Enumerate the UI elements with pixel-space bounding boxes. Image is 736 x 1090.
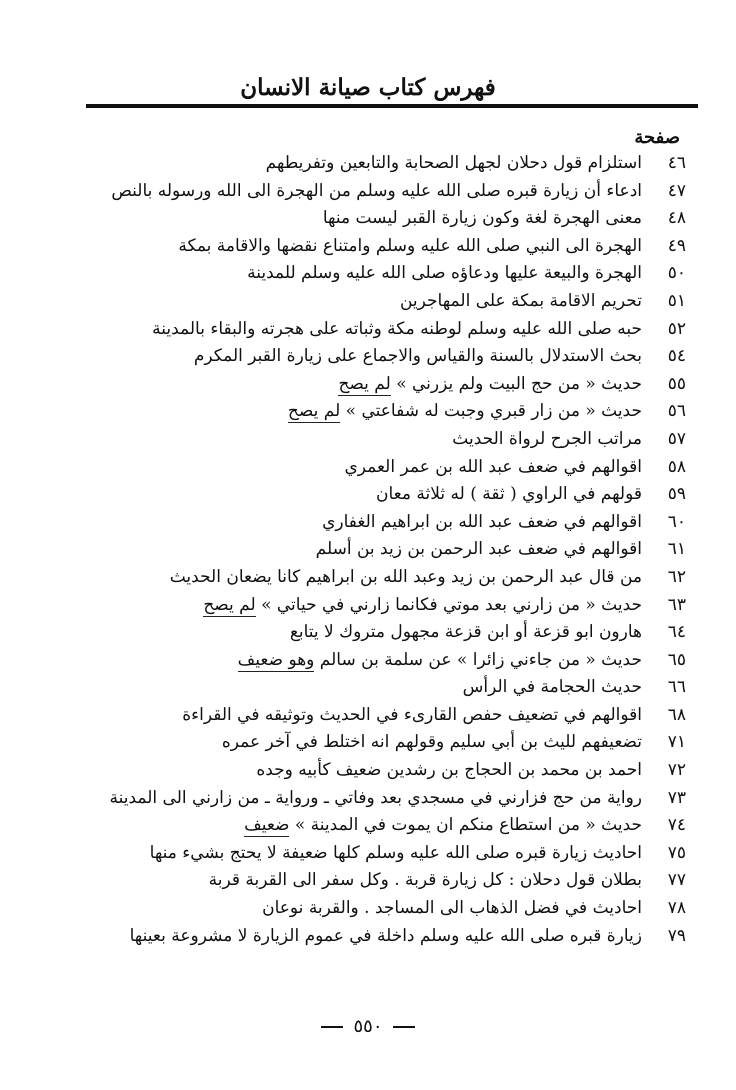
index-entry	[36, 895, 686, 923]
entry-page-number: ٦٨	[667, 704, 686, 725]
entry-title: من قال عبد الرحمن بن زيد وعبد الله بن ابراهيم كانا يضعان الحديث	[169, 566, 642, 587]
index-entry	[36, 398, 686, 426]
entry-title: بطلان قول دحلان : كل زيارة قربة . وكل سفر الى القربة قربة	[208, 870, 642, 891]
index-entry	[36, 867, 686, 895]
entry-page-number: ٤٨	[667, 208, 686, 229]
entry-title: مراتب الجرح لرواة الحديث	[452, 428, 642, 449]
entry-page-number: ٧٧	[667, 870, 686, 891]
index-entry	[36, 426, 686, 454]
entry-title: حديث « من جاءني زائرا » عن سلمة بن سالم وهو ضعيف	[237, 649, 642, 670]
entry-title: حديث « من حج البيت ولم يزرني » لم يصح	[338, 373, 642, 394]
entry-page-number: ٥١	[667, 290, 686, 311]
index-entry	[36, 729, 686, 757]
footer-dash-right	[321, 1026, 343, 1028]
entry-page-number: ٥٢	[667, 318, 686, 339]
entry-title: احاديث زيارة قبره صلى الله عليه وسلم كلها ضعيفة لا يحتج بشيء منها	[149, 842, 642, 863]
page-number: ٥٥٠	[353, 1016, 383, 1037]
index-entry	[36, 840, 686, 868]
entry-page-number: ٧٣	[667, 787, 686, 808]
index-entry	[36, 233, 686, 261]
entry-page-number: ٦٥	[667, 649, 686, 670]
underlined-phrase: لم يصح	[338, 373, 391, 394]
entry-page-number: ٤٧	[667, 180, 686, 201]
title-divider	[86, 104, 698, 108]
underlined-phrase: لم يصح	[203, 594, 256, 615]
entry-title: تضعيفهم لليث بن أبي سليم وقولهم انه اختلط في آخر عمره	[221, 732, 642, 753]
entry-title: رواية من حج فزارني في مسجدي بعد وفاتي ـ ورواية ـ من زارني الى المدينة	[109, 787, 642, 808]
index-entry	[36, 757, 686, 785]
entry-page-number: ٥٩	[667, 484, 686, 505]
entry-page-number: ٦٢	[667, 566, 686, 587]
entry-page-number: ٤٦	[667, 153, 686, 173]
entry-title: استلزام قول دحلان لجهل الصحابة والتابعين وتفريطهم	[265, 153, 642, 173]
page-footer	[0, 1016, 736, 1037]
entry-page-number: ٥٦	[667, 401, 686, 422]
index-entry	[36, 536, 686, 564]
entry-title: تحريم الاقامة بمكة على المهاجرين	[399, 290, 642, 311]
entry-title: حديث « من زار قبري وجبت له شفاعتي » لم يصح	[287, 401, 642, 422]
index-entry	[36, 371, 686, 399]
index-entry	[36, 343, 686, 371]
entry-page-number: ٧٥	[667, 842, 686, 863]
index-entry	[36, 785, 686, 813]
entry-title: حديث « من استطاع منكم ان يموت في المدينة » ضعيف	[244, 815, 642, 836]
entry-page-number: ٥٠	[667, 263, 686, 284]
page-title: فهرس كتاب صيانة الانسان	[240, 74, 496, 101]
entry-page-number: ٦٣	[667, 594, 686, 615]
entry-page-number: ٤٩	[667, 235, 686, 256]
entry-page-number: ٧٨	[667, 898, 686, 919]
index-entry	[36, 178, 686, 206]
index-entry	[36, 647, 686, 675]
entry-page-number: ٦٤	[667, 622, 686, 643]
entry-page-number: ٧١	[667, 732, 686, 753]
entry-title: قولهم في الراوي ( ثقة ) له ثلاثة معان	[376, 484, 642, 505]
index-entry	[36, 260, 686, 288]
entry-title: ادعاء أن زيارة قبره صلى الله عليه وسلم من الهجرة الى الله ورسوله بالنص	[111, 180, 642, 201]
index-entry	[36, 481, 686, 509]
entry-title: بحث الاستدلال بالسنة والقياس والاجماع على زيارة القبر المكرم	[193, 346, 642, 367]
entry-page-number: ٥٧	[667, 428, 686, 449]
underlined-phrase: ضعيف	[244, 815, 290, 836]
entry-page-number: ٥٨	[667, 456, 686, 477]
entry-title: اقوالهم في تضعيف حفص القارىء في الحديث وتوثيقه في القراءة	[182, 704, 642, 725]
underlined-phrase: لم يصح	[287, 401, 341, 422]
entry-page-number: ٦١	[667, 539, 686, 560]
entry-page-number: ٧٢	[667, 760, 686, 781]
index-entry	[36, 288, 686, 316]
index-entry	[36, 564, 686, 592]
index-list	[36, 150, 686, 950]
index-entry	[36, 674, 686, 702]
entry-page-number: ٧٩	[667, 925, 686, 946]
index-entry	[36, 205, 686, 233]
entry-title: حديث الحجامة في الرأس	[462, 677, 642, 698]
entry-title: هارون ابو قزعة أو ابن قزعة مجهول متروك لا يتابع	[289, 622, 642, 643]
index-entry	[36, 923, 686, 951]
entry-title: حديث « من زارني بعد موتي فكانما زارني في حياتي » لم يصح	[203, 594, 642, 615]
index-entry	[36, 316, 686, 344]
index-entry	[36, 509, 686, 537]
entry-title: اقوالهم في ضعف عبد الله بن عمر العمري	[344, 456, 642, 477]
entry-title: احاديث في فضل الذهاب الى المساجد . والقربة نوعان	[262, 898, 642, 919]
entry-page-number: ٦٠	[667, 511, 686, 532]
entry-title: حبه صلى الله عليه وسلم لوطنه مكة وثباته على هجرته والبقاء بالمدينة	[152, 318, 642, 339]
entry-title: معنى الهجرة لغة وكون زيارة القبر ليست منها	[322, 208, 642, 229]
entry-title: اقوالهم في ضعف عبد الرحمن بن زيد بن أسلم	[315, 539, 642, 560]
index-entry	[36, 592, 686, 620]
entry-page-number: ٥٤	[667, 346, 686, 367]
entry-page-number: ٥٥	[667, 373, 686, 394]
entry-title: الهجرة الى النبي صلى الله عليه وسلم وامتناع نقضها والاقامة بمكة	[178, 235, 642, 256]
page-column-header: صفحة	[634, 127, 680, 148]
footer-dash-left	[393, 1026, 415, 1028]
entry-title: الهجرة والبيعة عليها ودعاؤه صلى الله عليه وسلم للمدينة	[247, 263, 642, 284]
index-entry	[36, 619, 686, 647]
entry-title: احمد بن محمد بن الحجاج بن رشدين ضعيف كأبيه وجده	[256, 760, 642, 781]
index-entry	[36, 702, 686, 730]
index-entry	[36, 150, 686, 178]
entry-title: زيارة قبره صلى الله عليه وسلم داخلة في عموم الزيارة لا مشروعة بعينها	[129, 925, 642, 946]
entry-page-number: ٧٤	[667, 815, 686, 836]
index-entry	[36, 812, 686, 840]
entry-page-number: ٦٦	[667, 677, 686, 698]
underlined-phrase: وهو ضعيف	[237, 649, 315, 670]
entry-title: اقوالهم في ضعف عبد الله بن ابراهيم الغفاري	[322, 511, 642, 532]
index-entry	[36, 454, 686, 482]
